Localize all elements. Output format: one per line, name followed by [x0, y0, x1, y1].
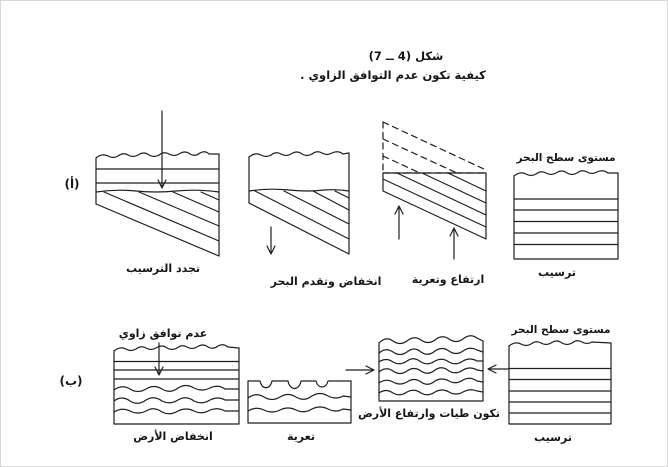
subsidence-arrow: [267, 227, 275, 254]
row-a-deposition-label: ترسيب: [538, 266, 576, 279]
row-a-sea-level-label: مستوى سطح البحر: [516, 152, 616, 164]
row-a-renewed-deposition-label: تجدد الترسيب: [125, 262, 201, 275]
panel-b-folding-uplift-drawing: [379, 336, 483, 401]
row-b-unconformity-label: عدم توافق زاوي: [118, 327, 208, 340]
panel-b-land-subsidence-drawing: [114, 343, 239, 424]
panel-b-deposition-drawing: [509, 341, 611, 424]
panel-a-uplift-erosion-drawing: [383, 122, 486, 259]
figure-number: شكل (4 ــ 7): [368, 49, 444, 63]
panel-b-erosion-drawing: [248, 381, 351, 423]
uplift-arrow-right: [450, 228, 458, 259]
row-b-deposition-label: ترسيب: [534, 431, 572, 444]
row-b-land-subsidence-label: انخفاض الأرض: [133, 430, 213, 443]
compression-arrow-right: [488, 365, 509, 373]
row-b-erosion-label: تعرية: [287, 430, 315, 443]
figure-caption: كيفية تكون عدم التوافق الزاوي .: [300, 68, 486, 82]
panel-a-sea-advance-drawing: [249, 152, 349, 254]
compression-arrow-left: [346, 366, 374, 374]
renewed-deposition-arrow: [158, 111, 166, 188]
row-a-marker: (أ): [64, 177, 80, 191]
panel-a-renewed-deposition-drawing: [96, 111, 219, 256]
row-a-sea-advance-label: انخفاض وتقدم البحر: [270, 275, 382, 288]
panel-a-deposition-drawing: [514, 171, 618, 259]
uplift-arrow-left: [395, 206, 403, 239]
row-a-uplift-erosion-label: ارتفاع وتعرية: [411, 273, 485, 286]
row-b-sea-level-label: مستوى سطح البحر: [511, 324, 611, 336]
row-b-marker: (ب): [59, 374, 83, 388]
row-b-folding-uplift-label: تكون طيات وارتفاع الأرض: [357, 407, 501, 420]
